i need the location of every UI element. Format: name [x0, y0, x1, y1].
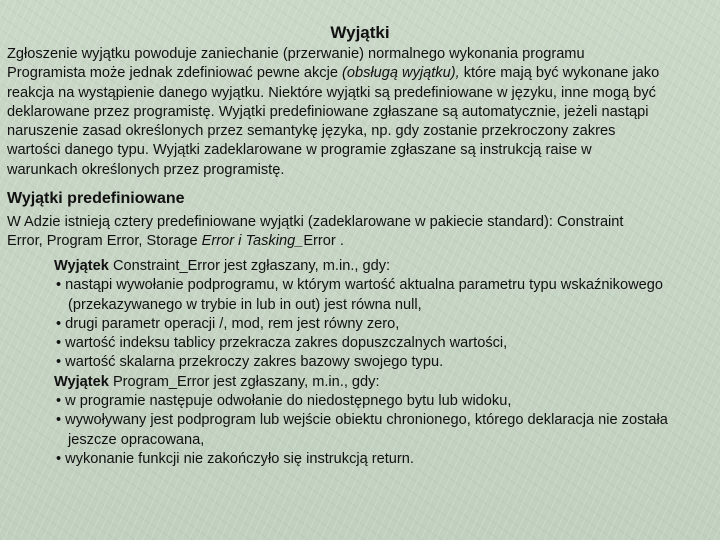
intro-line — [7, 64, 719, 83]
intro-text: warunkach określonych przez programistę. — [7, 161, 285, 178]
intro-line — [7, 161, 719, 180]
exception-details — [54, 257, 720, 469]
intro-text: naruszenie zasad określonych przez semantykę języka, np. gdy zostanie przekroczony zakres — [7, 123, 616, 140]
bullet-item: • wykonanie funkcji nie zakończyło się instrukcją return. — [56, 450, 414, 467]
predefined-paragraph — [7, 213, 719, 252]
intro-text: Programista może jednak zdefiniować pewne akcje — [7, 65, 343, 82]
bullet-continuation: jeszcze opracowana, — [68, 431, 205, 448]
predefined-text: Error, Program Error, Storage — [7, 233, 202, 250]
intro-italic-text: (obsługą wyjątku), — [342, 65, 460, 82]
intro-line — [7, 84, 719, 103]
exception-label: Wyjątek — [54, 373, 109, 390]
intro-text: które mają być wykonane jako — [459, 65, 660, 82]
bullet-item: • drugi parametr operacji /, mod, rem jest równy zero, — [56, 315, 400, 332]
bullet-item: • wartość skalarna przekroczy zakres bazowy swojego typu. — [56, 354, 444, 371]
bullet-item: • nastąpi wywołanie podprogramu, w którym wartość aktualna parametru typu wskaźnikowego — [56, 277, 663, 294]
section-heading: Wyjątki predefiniowane — [7, 190, 185, 207]
exception-description: Program_Error jest zgłaszany, m.in., gdy: — [108, 373, 380, 390]
intro-text: reakcja na wystąpienie danego wyjątku. Niektóre wyjątki są predefiniowane w języku, inne mogą być — [7, 84, 656, 101]
exception-description: Constraint_Error jest zgłaszany, m.in., gdy: — [108, 258, 391, 274]
intro-text: Zgłoszenie wyjątku powoduje zaniechanie (przerwanie) normalnego wykonania programu — [7, 46, 585, 62]
predefined-italic-text: Error i Tasking_ — [201, 233, 304, 250]
predefined-line: W Adzie istnieją cztery predefiniowane wyjątki (zadeklarowane w pakiecie standard): Constraint — [7, 214, 624, 230]
intro-paragraph — [7, 45, 719, 180]
intro-line — [7, 122, 719, 141]
predefined-text: Error . — [303, 233, 344, 250]
bullet-continuation: (przekazywanego w trybie in lub in out) jest równa null, — [68, 296, 422, 313]
program-error-heading — [54, 373, 720, 392]
exception-label: Wyjątek — [54, 258, 109, 274]
intro-line — [7, 45, 719, 64]
bullet-item: • wartość indeksu tablicy przekracza zakres dopuszczalnych wartości, — [56, 335, 508, 352]
slide-title: Wyjątki — [330, 23, 390, 42]
intro-text: deklarowane przez programistę. Wyjątki predefiniowane zgłaszane są automatycznie, jeżeli nastąpi — [7, 103, 649, 120]
intro-line — [7, 141, 719, 160]
intro-text: wartości danego typu. Wyjątki zadeklarowane w programie zgłaszane są instrukcją raise w — [7, 142, 592, 159]
constraint-error-heading — [54, 257, 720, 276]
bullet-item: • wywoływany jest podprogram lub wejście obiektu chronionego, którego deklaracja nie została — [56, 412, 668, 429]
predefined-line — [7, 232, 719, 251]
intro-line — [7, 103, 719, 122]
bullet-item: • w programie następuje odwołanie do niedostępnego bytu lub widoku, — [56, 393, 512, 410]
